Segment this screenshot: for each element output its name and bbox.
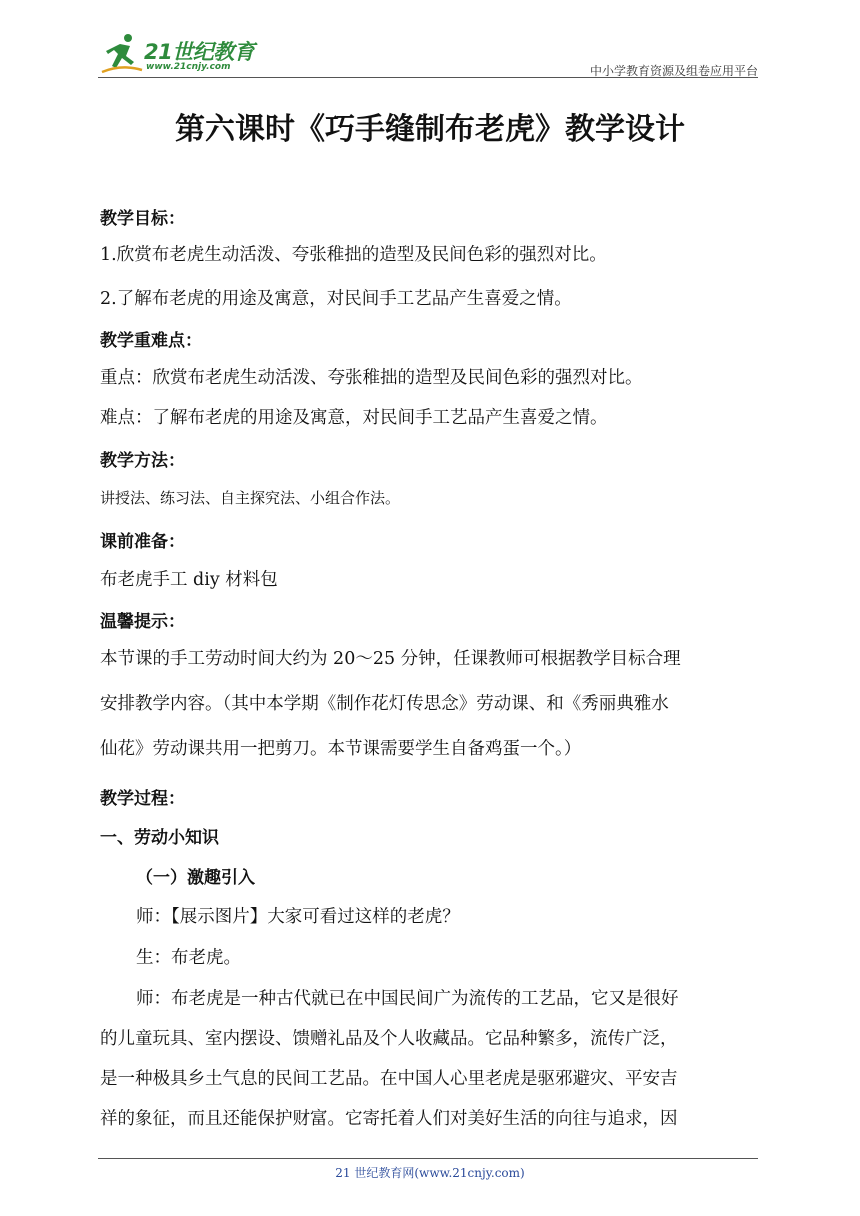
runner-logo-icon	[98, 30, 146, 78]
tips-line-2: 安排教学内容。（其中本学期《制作花灯传思念》劳动课、和《秀丽典雅水	[100, 694, 669, 714]
tips-heading: 温馨提示：	[100, 612, 185, 632]
teacher-line-2a: 师：布老虎是一种古代就已在中国民间广为流传的工艺品，它又是很好	[136, 989, 679, 1009]
teacher-line-2c: 是一种极具乡土气息的民间工艺品。在中国人心里老虎是驱邪避灾、平安吉	[100, 1069, 678, 1089]
student-line-1: 生：布老虎。	[136, 948, 241, 968]
key-difficult-heading: 教学重难点：	[100, 331, 202, 351]
page-title: 第六课时《巧手缝制布老虎》教学设计	[175, 112, 685, 147]
goal-1: 1.欣赏布老虎生动活泼、夸张稚拙的造型及民间色彩的强烈对比。	[100, 245, 607, 265]
header-platform-text: 中小学教育资源及组卷应用平台	[589, 64, 758, 78]
teacher-line-2d: 祥的象征，而且还能保护财富。它寄托着人们对美好生活的向往与追求，因	[100, 1109, 678, 1129]
prep: 布老虎手工 diy 材料包	[100, 570, 278, 590]
goals-heading: 教学目标：	[100, 209, 185, 229]
subsection-1-heading: （一）激趣引入	[136, 868, 255, 888]
method-heading: 教学方法：	[100, 451, 185, 471]
footer-text: 21 世纪教育网(www.21cnjy.com)	[335, 1166, 525, 1180]
section-1-heading: 一、劳动小知识	[100, 828, 219, 848]
key-point: 重点：欣赏布老虎生动活泼、夸张稚拙的造型及民间色彩的强烈对比。	[100, 368, 643, 388]
methods: 讲授法、练习法、自主探究法、小组合作法。	[100, 489, 401, 507]
teacher-line-2b: 的儿童玩具、室内摆设、馈赠礼品及个人收藏品。它品种繁多，流传广泛，	[100, 1029, 678, 1049]
tips-line-3: 仙花》劳动课共用一把剪刀。本节课需要学生自备鸡蛋一个。）	[100, 739, 582, 759]
goal-2: 2.了解布老虎的用途及寓意，对民间手工艺品产生喜爱之情。	[100, 289, 572, 309]
logo-url: www.21cnjy.com	[146, 62, 231, 72]
process-heading: 教学过程：	[100, 789, 185, 809]
logo	[98, 30, 258, 78]
tips-line-1: 本节课的手工劳动时间大约为 20～25 分钟，任课教师可根据教学目标合理	[100, 649, 681, 669]
header-divider	[98, 77, 758, 78]
difficult-point: 难点：了解布老虎的用途及寓意，对民间手工艺品产生喜爱之情。	[100, 408, 608, 428]
logo-text: 21世纪教育	[144, 40, 255, 64]
prep-heading: 课前准备：	[100, 532, 185, 552]
page-header	[98, 30, 758, 78]
footer-divider	[98, 1158, 758, 1159]
teacher-line-1: 师：【展示图片】大家可看过这样的老虎？	[136, 907, 460, 927]
